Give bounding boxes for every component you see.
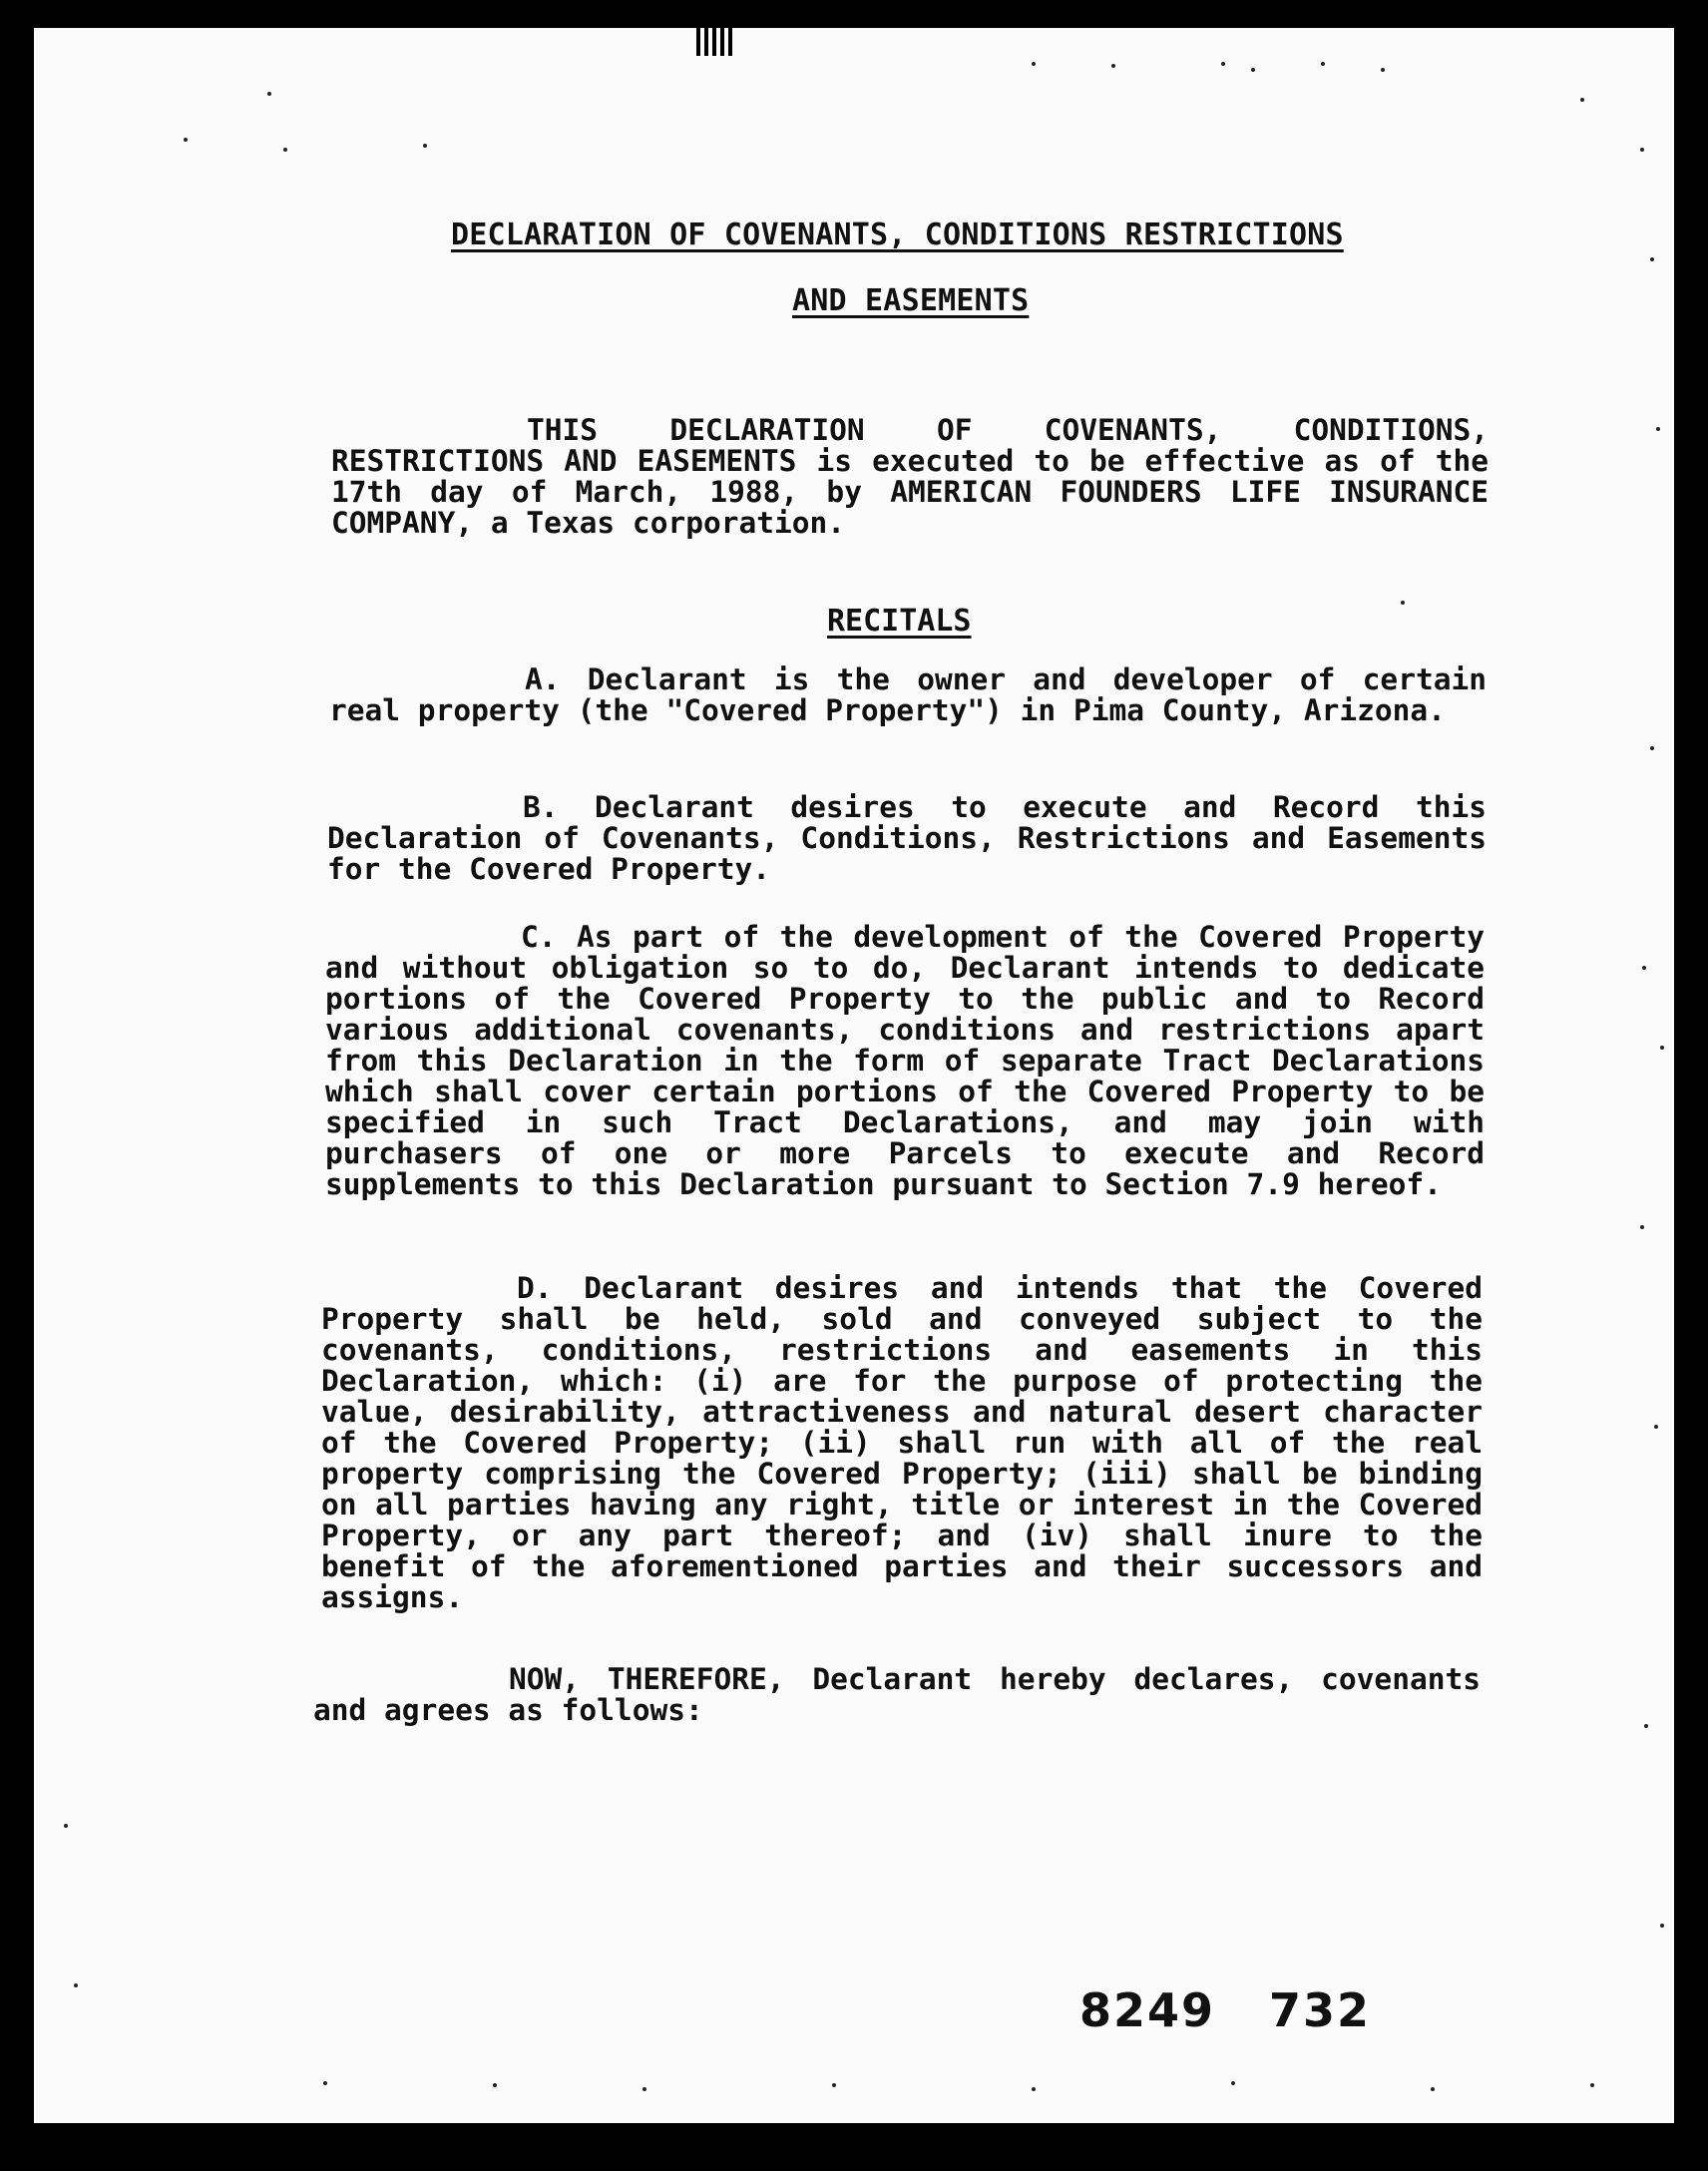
scan-speck [1221, 62, 1225, 66]
scan-speck [1580, 98, 1584, 102]
scan-speck [423, 144, 427, 148]
scan-speck [1656, 427, 1660, 431]
scan-speck [283, 148, 287, 152]
scan-speck [1590, 2083, 1594, 2087]
scan-speck [74, 1983, 78, 1987]
scan-speck [642, 2087, 646, 2091]
recitals-heading: RECITALS [827, 604, 972, 639]
scan-speck [1032, 62, 1036, 66]
scan-speck [1111, 64, 1115, 68]
scan-speck [1231, 2081, 1235, 2085]
scan-speck [1032, 2087, 1036, 2091]
scan-speck [1660, 1924, 1664, 1928]
scan-speck [1644, 1724, 1648, 1728]
scan-speck [184, 138, 188, 142]
now-therefore-paragraph: NOW, THEREFORE, Declarant hereby declares, covenants and agrees as follows: [313, 1662, 1481, 1727]
page-number: 732 [1269, 1983, 1372, 2037]
document-title-line-1: DECLARATION OF COVENANTS, CONDITIONS RESTRICTIONS [451, 217, 1344, 252]
intro-paragraph: THIS DECLARATION OF COVENANTS, CONDITIONS, RESTRICTIONS AND EASEMENTS is executed to be effective as of the 17th day of March, 1988, by AMERICAN FOUNDERS LIFE INSURANCE COMPANY, a Texas corporation. [331, 413, 1489, 540]
scan-speck [1251, 68, 1255, 72]
recording-stamp [1079, 1983, 1371, 2037]
recital-d-paragraph: D. Declarant desires and intends that the Covered Property shall be held, sold and conveyed subject to the covenants, conditions, restrictions and easements in this Declaration, which: (i) are for the purpose of protecting the value, desirability, attractiveness and natural desert character of the Covered Property; (ii) shall run with all of the real property comprising the Covered Property; (iii) shall be binding on all parties having any right, title or interest in the Covered Property, or any part thereof; and (iv) shall inure to the benefit of the aforementioned parties and their successors and assigns. [321, 1271, 1483, 1614]
document-title-line-2: AND EASEMENTS [792, 283, 1030, 318]
scan-speck [1650, 746, 1654, 750]
document-page [34, 28, 1674, 2123]
recital-c-paragraph: C. As part of the development of the Covered Property and without obligation so to do, Declarant intends to dedicate portions of the Covered Property to the public and to Record various additional covenants, conditions and restrictions apart from this Declaration in the form of separate Tract Declarations which shall cover certain portions of the Covered Property to be specified in such Tract Declarations, and may join with purchasers of one or more Parcels to execute and Record supplements to this Declaration pursuant to Section 7.9 hereof. [325, 920, 1485, 1201]
recital-a-paragraph: A. Declarant is the owner and developer of certain real property (the "Covered Property") in Pima County, Arizona. [329, 662, 1487, 727]
scan-speck [323, 2081, 327, 2085]
recital-b-paragraph: B. Declarant desires to execute and Record this Declaration of Covenants, Conditions, Restrictions and Easements for the Covered Property. [327, 790, 1487, 886]
scan-speck [1650, 257, 1654, 261]
scan-speck [1321, 62, 1325, 66]
scan-speck [1640, 148, 1644, 152]
scan-speck [1640, 1225, 1644, 1229]
scan-speck [1654, 1425, 1658, 1429]
book-number: 8249 [1079, 1983, 1216, 2037]
scan-speck [493, 2083, 497, 2087]
scan-speck [1381, 68, 1385, 72]
scan-artifact-mark [692, 28, 732, 56]
scan-speck [1401, 601, 1405, 605]
scan-speck [1642, 966, 1646, 970]
scan-speck [832, 2083, 836, 2087]
scan-speck [267, 92, 271, 96]
scan-speck [64, 1824, 68, 1828]
scan-speck [1431, 2087, 1435, 2091]
scan-speck [1660, 1046, 1664, 1050]
